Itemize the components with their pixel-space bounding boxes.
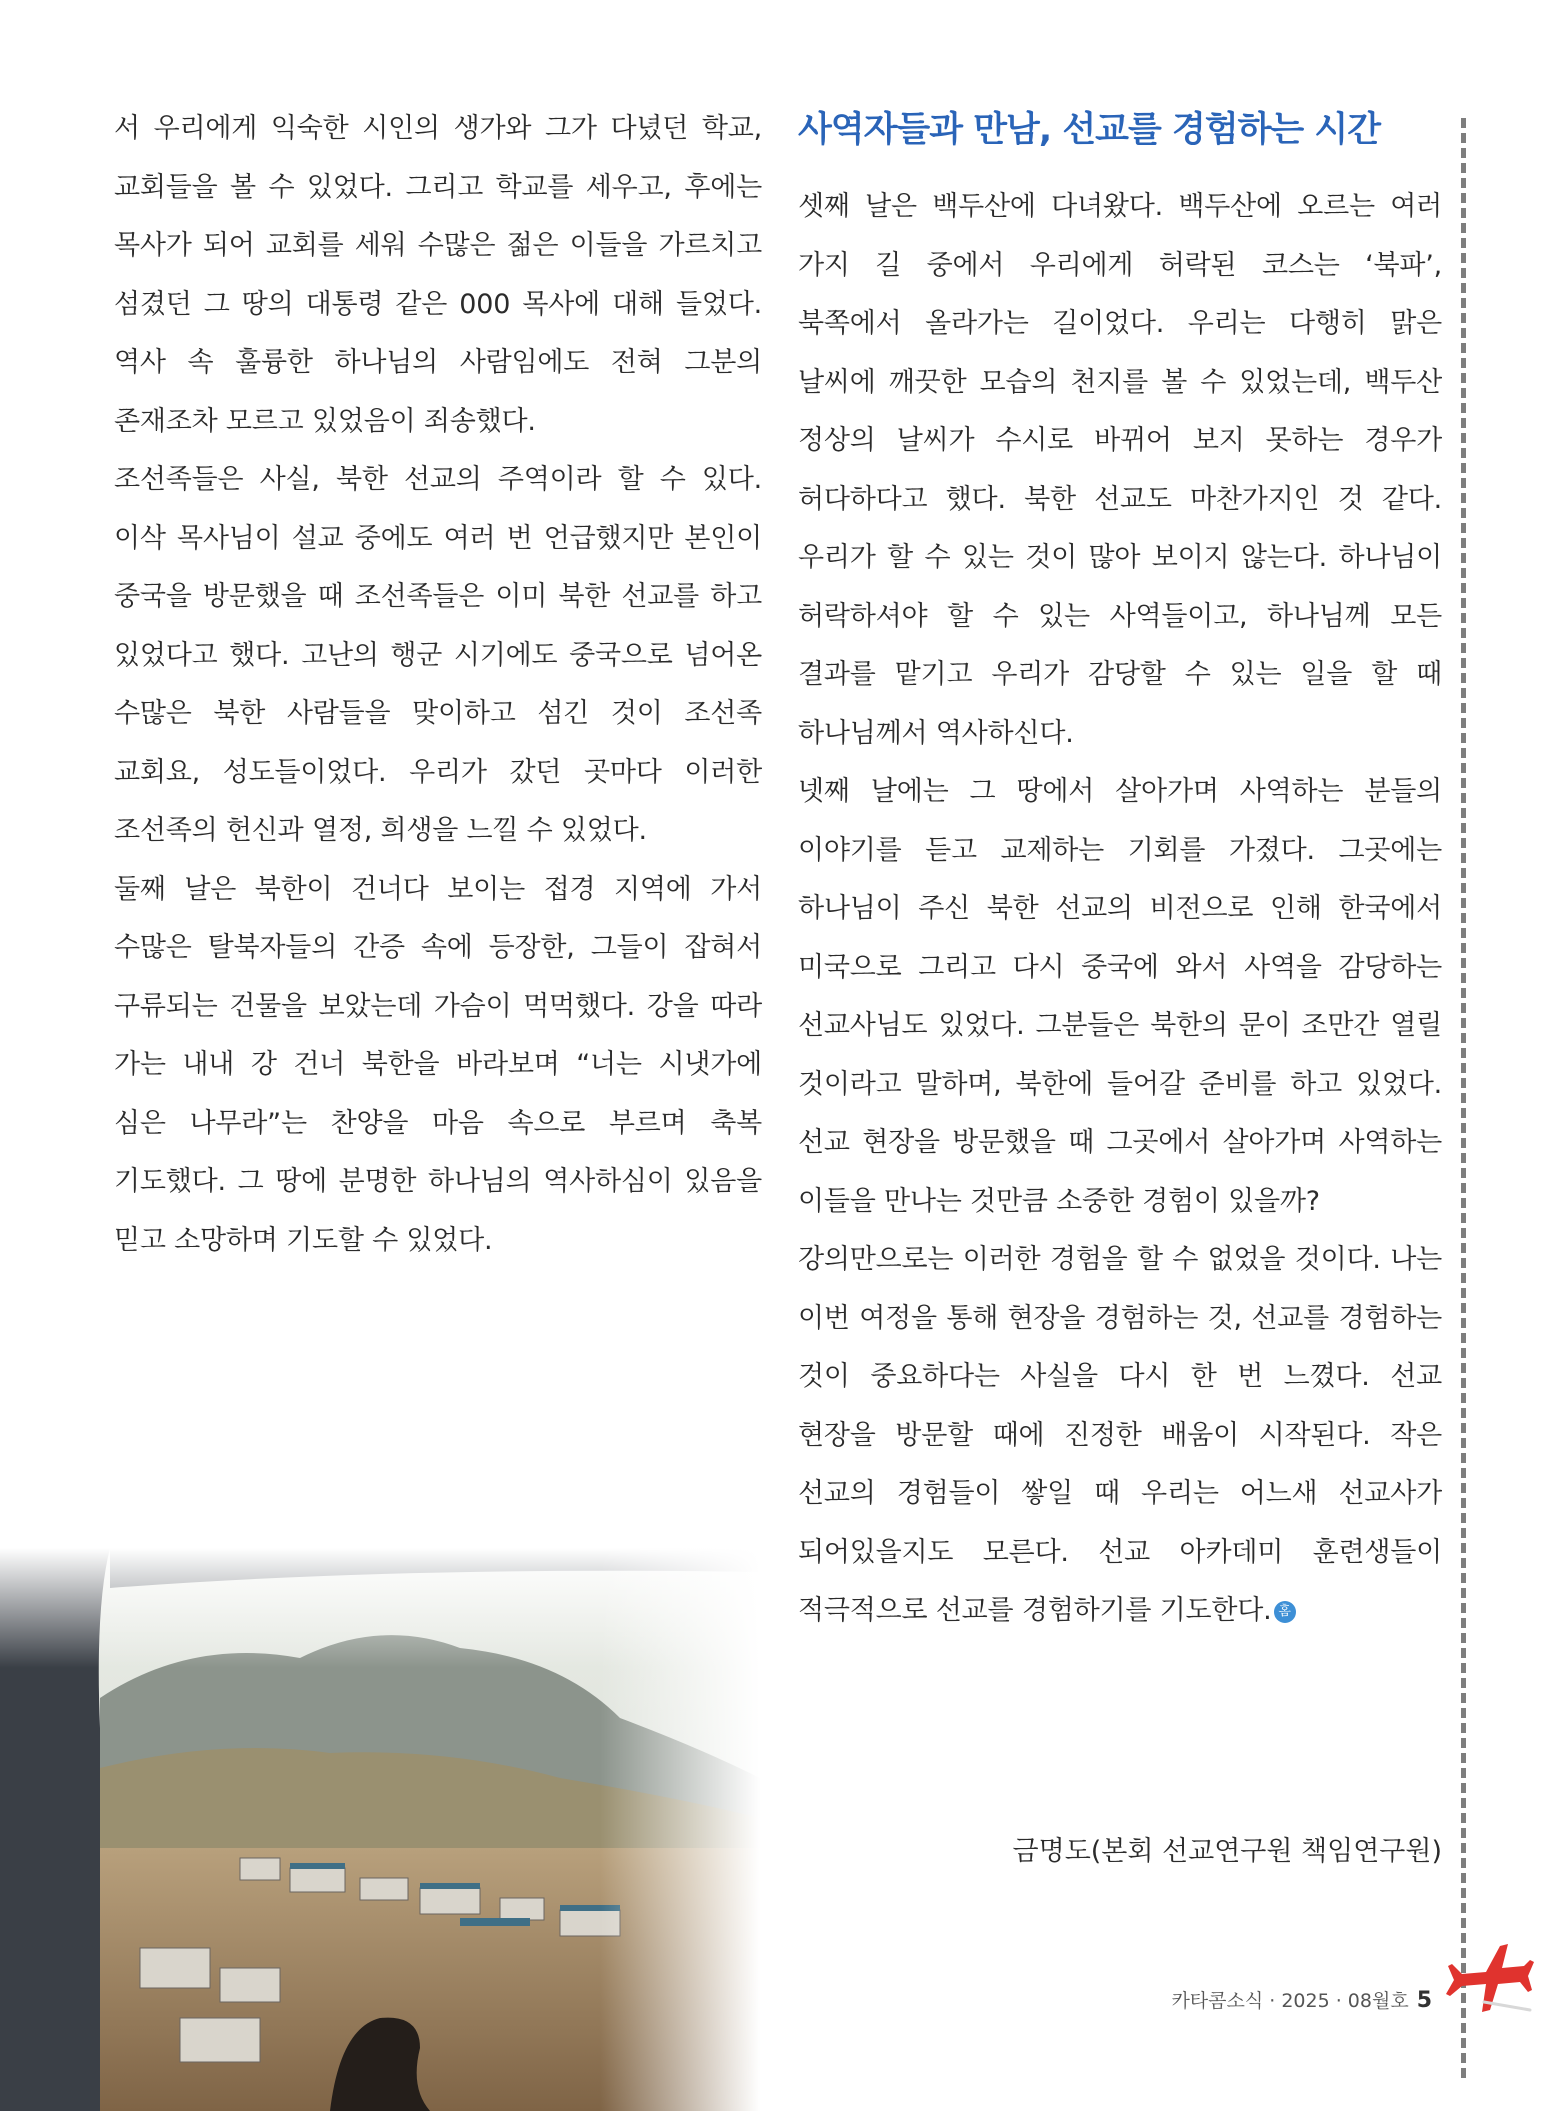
left-column [114,100,762,1270]
body-paragraph: 서 우리에게 익숙한 시인의 생가와 그가 다녔던 학교, 교회들을 볼 수 있었다. 그리고 학교를 세우고, 후에는 목사가 되어 교회를 세워 수많은 젊은 이들을 가르치고 섬겼던 그 땅의 대통령 같은 000 목사에 대해 들었다. 역사 속 훌륭한 하나님의 사람임에도 전혀 그분의 존재조차 모르고 있었음이 죄송했다. [114,113,762,437]
dashed-divider [1461,118,1466,2078]
landscape-photo [0,1548,760,2111]
body-paragraph [798,763,1442,1231]
body-paragraph: 조선족들은 사실, 북한 선교의 주역이라 할 수 있다. 이삭 목사님이 설교 중에도 여러 번 언급했지만 본인이 중국을 방문했을 때 조선족들은 이미 북한 선교를 하고 있었다고 했다. 고난의 행군 시기에도 중국으로 넘어온 수많은 북한 사람들을 맞이하고 섬긴 것이 조선족 교회요, 성도들이었다. 우리가 갔던 곳마다 이러한 조선족의 헌신과 열정, 희생을 느낄 수 있었다. [114,464,762,846]
page-footer [1100,1986,1432,2013]
end-mark-icon: 홈 [1274,1601,1296,1623]
body-paragraph: 셋째 날은 백두산에 다녀왔다. 백두산에 오르는 여러 가지 길 중에서 우리에게 허락된 코스는 ‘북파’, 북쪽에서 올라가는 길이었다. 우리는 다행히 맑은 날씨에 깨끗한 모습의 천지를 볼 수 있었는데, 백두산 정상의 날씨가 수시로 바뀌어 보지 못하는 경우가 허다하다고 했다. 북한 선교도 마찬가지인 것 같다. 우리가 할 수 있는 것이 많아 보이지 않는다. 하나님이 허락하셔야 할 수 있는 사역들이고, 하나님께 모든 결과를 맡기고 우리가 감당할 수 있는 일을 할 때 하나님께서 역사하신다. [798,191,1442,749]
section-heading: 사역자들과 만남, 선교를 경험하는 시간 [798,110,1380,150]
body-paragraph: 둘째 날은 북한이 건너다 보이는 접경 지역에 가서 수많은 탈북자들의 간증 속에 등장한, 그들이 잡혀서 구류되는 건물을 보았는데 가슴이 먹먹했다. 강을 따라 가는 내내 강 건너 북한을 바라보며 “너는 시냇가에 심은 나무라”는 찬양을 마음 속으로 부르며 축복 기도했다. 그 땅에 분명한 하나님의 역사하심이 있음을 믿고 소망하며 기도할 수 있었다. [114,873,762,1256]
body-paragraph-text: 강의만으로는 이러한 경험을 할 수 없었을 것이다. 나는 이번 여정을 통해 현장을 경험하는 것, 선교를 경험하는 것이 중요하다는 사실을 다시 한 번 느꼈다. 선교 현장을 방문할 때에 진정한 배움이 시작된다. 작은 선교의 경험들이 쌓일 때 우리는 어느새 선교사가 되어있을지도 모른다. 선교 아카데미 훈련생들이 적극적으로 선교를 경험하기를 기도한다. [798,1244,1442,1626]
right-column [798,100,1442,1867]
body-paragraph-text: 넷째 날에는 그 땅에서 살아가며 사역하는 분들의 이야기를 듣고 교제하는 기회를 가졌다. 그곳에는 하나님이 주신 북한 선교의 비전으로 인해 한국에서 미국으로 그리고 다시 중국에 와서 사역을 감당하는 선교사님도 있었다. 그분들은 북한의 문이 조만간 열릴 것이라고 말하며, 북한에 들어갈 준비를 하고 있었다. 선교 현장을 방문했을 때 그곳에서 살아가며 사역하는 이들을 만나는 것만큼 소중한 경험이 있을까? [798,776,1442,1217]
photo-image [0,1548,760,2111]
magazine-info: 카타콤소식 · 2025 · 08월호 [1171,1990,1409,2012]
airplane-icon [1444,1940,1534,2018]
body-paragraph [798,1231,1442,1641]
author-byline: 금명도(본회 선교연구원 책임연구원) [1012,1836,1442,1867]
page-number: 5 [1416,1988,1432,2013]
